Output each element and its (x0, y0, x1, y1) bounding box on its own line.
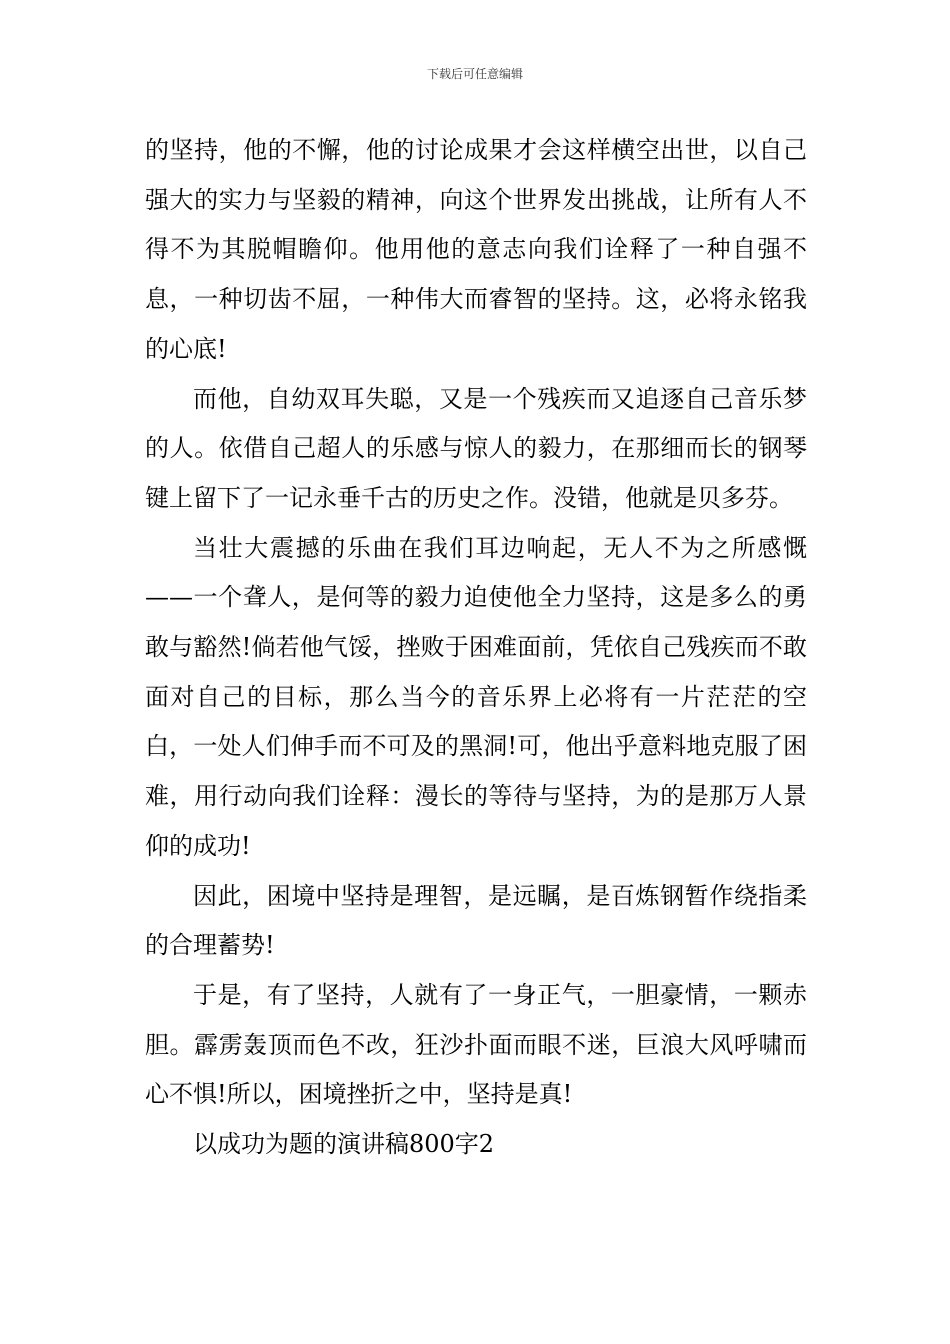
paragraph-3: 当壮大震撼的乐曲在我们耳边响起，无人不为之所感慨——一个聋人，是何等的毅力迫使他全力坚持，这是多么的勇敢与豁然!倘若他气馁，挫败于困难面前，凭依自己残疾而不敢面对自己的目标，那么当今的音乐界上必将有一片茫茫的空白，一处人们伸手而不可及的黑洞!可，他出乎意料地克服了困难，用行动向我们诠释：漫长的等待与坚持，为的是那万人景仰的成功! (145, 533, 807, 860)
page-header: 下载后可任意编辑 (426, 67, 523, 81)
document-body (145, 126, 807, 1170)
section-heading: 以成功为题的演讲稿800字2 (193, 1130, 495, 1159)
paragraph-1: 的坚持，他的不懈，他的讨论成果才会这样横空出世，以自己强大的实力与坚毅的精神，向这个世界发出挑战，让所有人不得不为其脱帽瞻仰。他用他的意志向我们诠释了一种自强不息，一种切齿不屈，一种伟大而睿智的坚持。这，必将永铭我的心底! (145, 136, 807, 363)
paragraph-2: 而他，自幼双耳失聪，又是一个残疾而又追逐自己音乐梦的人。依借自己超人的乐感与惊人的毅力，在那细而长的钢琴键上留下了一记永垂千古的历史之作。没错，他就是贝多芬。 (145, 384, 807, 512)
paragraph-4: 因此，困境中坚持是理智，是远瞩，是百炼钢暂作绕指柔的合理蓄势! (145, 881, 807, 960)
paragraph-5: 于是，有了坚持，人就有了一身正气，一胆豪情，一颗赤胆。霹雳轰顶而色不改，狂沙扑面而眼不迷，巨浪大风呼啸而心不惧!所以，困境挫折之中，坚持是真! (145, 980, 807, 1109)
